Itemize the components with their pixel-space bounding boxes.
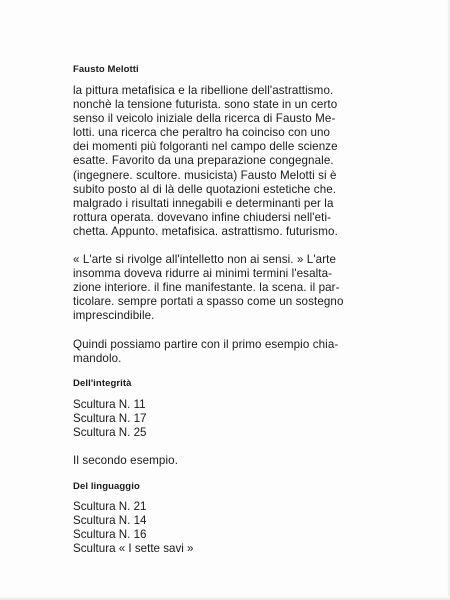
text-line: malgrado i risultati innegabili e determinanti per la <box>73 196 334 210</box>
list-item: Scultura « I sette savi » <box>73 542 194 556</box>
section-title-integrita: Dell'integrità <box>73 377 132 389</box>
list-item: Scultura N. 21 <box>73 500 147 514</box>
paragraph-intro <box>73 84 385 239</box>
text-line: lotti. una ricerca che peraltro ha coinciso con uno <box>73 126 331 140</box>
text-line: « L'arte si rivolge all'intelletto non ai sensi. » L'arte <box>73 253 337 267</box>
sculpture-list-integrita <box>73 398 385 440</box>
list-item: Scultura N. 14 <box>73 514 147 528</box>
list-item: Scultura N. 25 <box>73 425 147 439</box>
page-content <box>73 64 385 556</box>
paragraph-first-example <box>73 338 385 366</box>
text-line: mandolo. <box>73 351 122 365</box>
heading-fausto-melotti: Fausto Melotti <box>73 64 139 75</box>
text-line: senso il veicolo iniziale della ricerca di Fausto Me- <box>73 112 336 126</box>
text-line: (ingegnere. scultore. musicista) Fausto Melotti si è <box>73 168 337 182</box>
text-line: nonchè la tensione futurista. sono state in un certo <box>73 98 338 112</box>
list-item: Scultura N. 11 <box>73 397 146 411</box>
text-line: subito posto al di là delle quotazioni estetiche che. <box>73 182 337 196</box>
text-line: dei momenti più folgoranti nel campo delle scienze <box>73 140 338 154</box>
text-line: ticolare. sempre portati a spasso come un sostegno <box>73 295 344 309</box>
paragraph-quote <box>73 253 385 323</box>
text-line: Quindi possiamo partire con il primo esempio chia- <box>73 337 339 351</box>
second-example-text: Il secondo esempio. <box>73 453 179 467</box>
text-line: la pittura metafisica e la ribellione dell'astrattismo. <box>73 84 334 97</box>
text-line: rottura operata. dovevano infine chiudersi nell'eti- <box>73 210 332 224</box>
text-line: chetta. Appunto. metafisica. astrattismo. futurismo. <box>73 224 338 238</box>
text-line: imprescindibile. <box>73 309 155 323</box>
list-item: Scultura N. 17 <box>73 411 147 425</box>
text-line: insomma doveva ridurre ai minimi termini l'esalta- <box>73 267 333 281</box>
text-line: esatte. Favorito da una preparazione congegnale. <box>73 154 334 168</box>
list-item: Scultura N. 16 <box>73 528 147 542</box>
section-title-linguaggio: Del linguaggio <box>73 481 140 493</box>
page-bottom-edge <box>0 596 450 600</box>
sculpture-list-linguaggio <box>73 500 385 556</box>
text-line: zione interiore. il fine manifestante. la scena. il par- <box>73 281 340 295</box>
